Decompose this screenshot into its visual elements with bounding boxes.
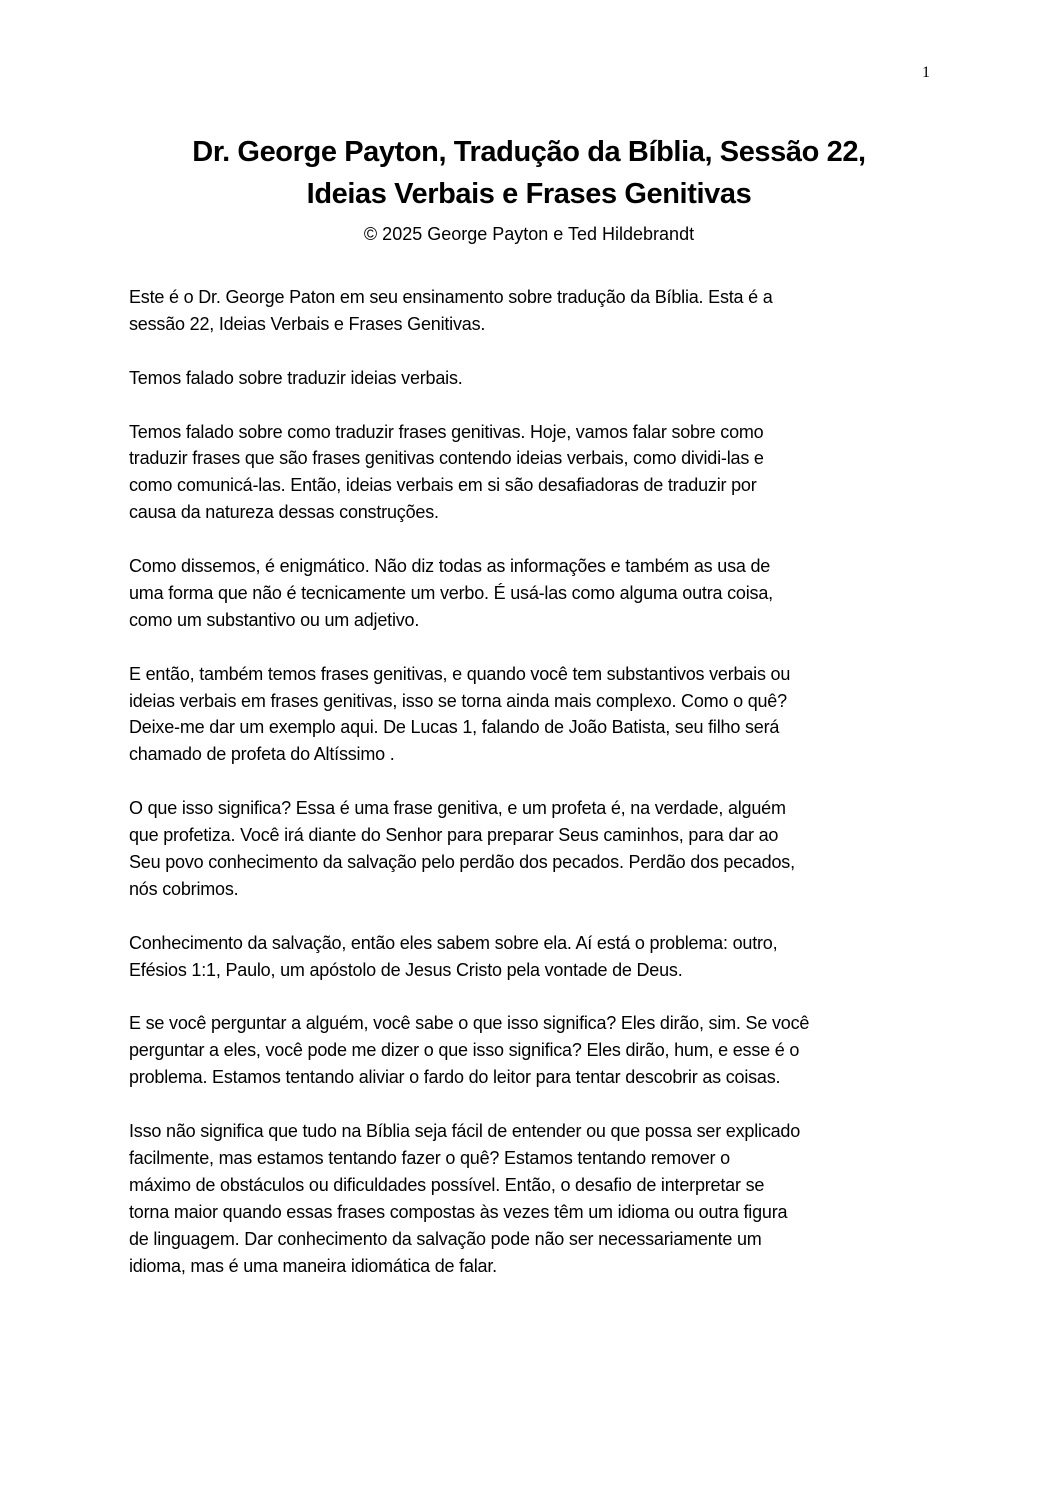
paragraph-line: causa da natureza dessas construções.: [129, 502, 439, 523]
paragraph: [129, 284, 809, 338]
paragraph-line: facilmente, mas estamos tentando fazer o quê? Estamos tentando remover o: [129, 1147, 730, 1168]
page-number: 1: [922, 64, 930, 81]
paragraph-line: perguntar a eles, você pode me dizer o que isso significa? Eles dirão, hum, e esse é o: [129, 1040, 800, 1061]
paragraph: [129, 1010, 809, 1091]
paragraph-line: Temos falado sobre traduzir ideias verbais.: [129, 367, 463, 388]
paragraph-line: Isso não significa que tudo na Bíblia seja fácil de entender ou que possa ser explicado: [129, 1120, 801, 1141]
paragraph: [129, 553, 809, 634]
paragraph-line: E então, também temos frases genitivas, e quando você tem substantivos verbais ou: [129, 663, 791, 684]
paragraph-line: Seu povo conhecimento da salvação pelo perdão dos pecados. Perdão dos pecados,: [129, 851, 795, 872]
paragraph-line: Deixe-me dar um exemplo aqui. De Lucas 1, falando de João Batista, seu filho será: [129, 717, 780, 738]
paragraph-line: que profetiza. Você irá diante do Senhor para preparar Seus caminhos, para dar ao: [129, 825, 779, 846]
paragraph-line: traduzir frases que são frases genitivas contendo ideias verbais, como dividi-las e: [129, 448, 764, 469]
paragraph-line: idioma, mas é uma maneira idiomática de falar.: [129, 1255, 497, 1276]
paragraph: [129, 1118, 809, 1279]
paragraph-line: nós cobrimos.: [129, 878, 239, 899]
paragraph-line: Efésios 1:1, Paulo, um apóstolo de Jesus Cristo pela vontade de Deus.: [129, 959, 683, 980]
paragraph-line: O que isso significa? Essa é uma frase genitiva, e um profeta é, na verdade, alguém: [129, 798, 786, 819]
paragraph-line: uma forma que não é tecnicamente um verbo. É usá-las como alguma outra coisa,: [129, 582, 773, 603]
paragraph-line: Como dissemos, é enigmático. Não diz todas as informações e também as usa de: [129, 556, 771, 577]
paragraph-line: como um substantivo ou um adjetivo.: [129, 609, 420, 630]
paragraph: [129, 795, 809, 903]
paragraph-line: de linguagem. Dar conhecimento da salvação pode não ser necessariamente um: [129, 1228, 762, 1249]
paragraph-line: ideias verbais em frases genitivas, isso se torna ainda mais complexo. Como o quê?: [129, 690, 787, 711]
paragraph-line: como comunicá-las. Então, ideias verbais em si são desafiadoras de traduzir por: [129, 475, 757, 496]
paragraph: [129, 930, 809, 984]
paragraph-line: sessão 22, Ideias Verbais e Frases Genitivas.: [129, 313, 486, 334]
paragraph: [129, 661, 809, 769]
paragraph-line: máximo de obstáculos ou dificuldades possível. Então, o desafio de interpretar se: [129, 1174, 765, 1195]
paragraph-line: chamado de profeta do Altíssimo .: [129, 744, 395, 765]
document-title-line-1: Dr. George Payton, Tradução da Bíblia, Sessão 22,: [192, 136, 866, 168]
paragraph-line: problema. Estamos tentando aliviar o fardo do leitor para tentar descobrir as coisas.: [129, 1067, 781, 1088]
paragraph-line: Temos falado sobre como traduzir frases genitivas. Hoje, vamos falar sobre como: [129, 421, 764, 442]
paragraph-line: E se você perguntar a alguém, você sabe o que isso significa? Eles dirão, sim. Se você: [129, 1013, 810, 1034]
paragraph-line: Conhecimento da salvação, então eles sabem sobre ela. Aí está o problema: outro,: [129, 932, 778, 953]
paragraph-line: Este é o Dr. George Paton em seu ensinamento sobre tradução da Bíblia. Esta é a: [129, 287, 773, 307]
paragraph: [129, 419, 809, 527]
copyright-subtitle: © 2025 George Payton e Ted Hildebrandt: [363, 224, 695, 244]
document-body: [129, 284, 809, 1306]
paragraph: [129, 365, 809, 392]
paragraph-line: torna maior quando essas frases compostas às vezes têm um idioma ou outra figura: [129, 1201, 788, 1222]
document-title-line-2: Ideias Verbais e Frases Genitivas: [306, 178, 752, 210]
